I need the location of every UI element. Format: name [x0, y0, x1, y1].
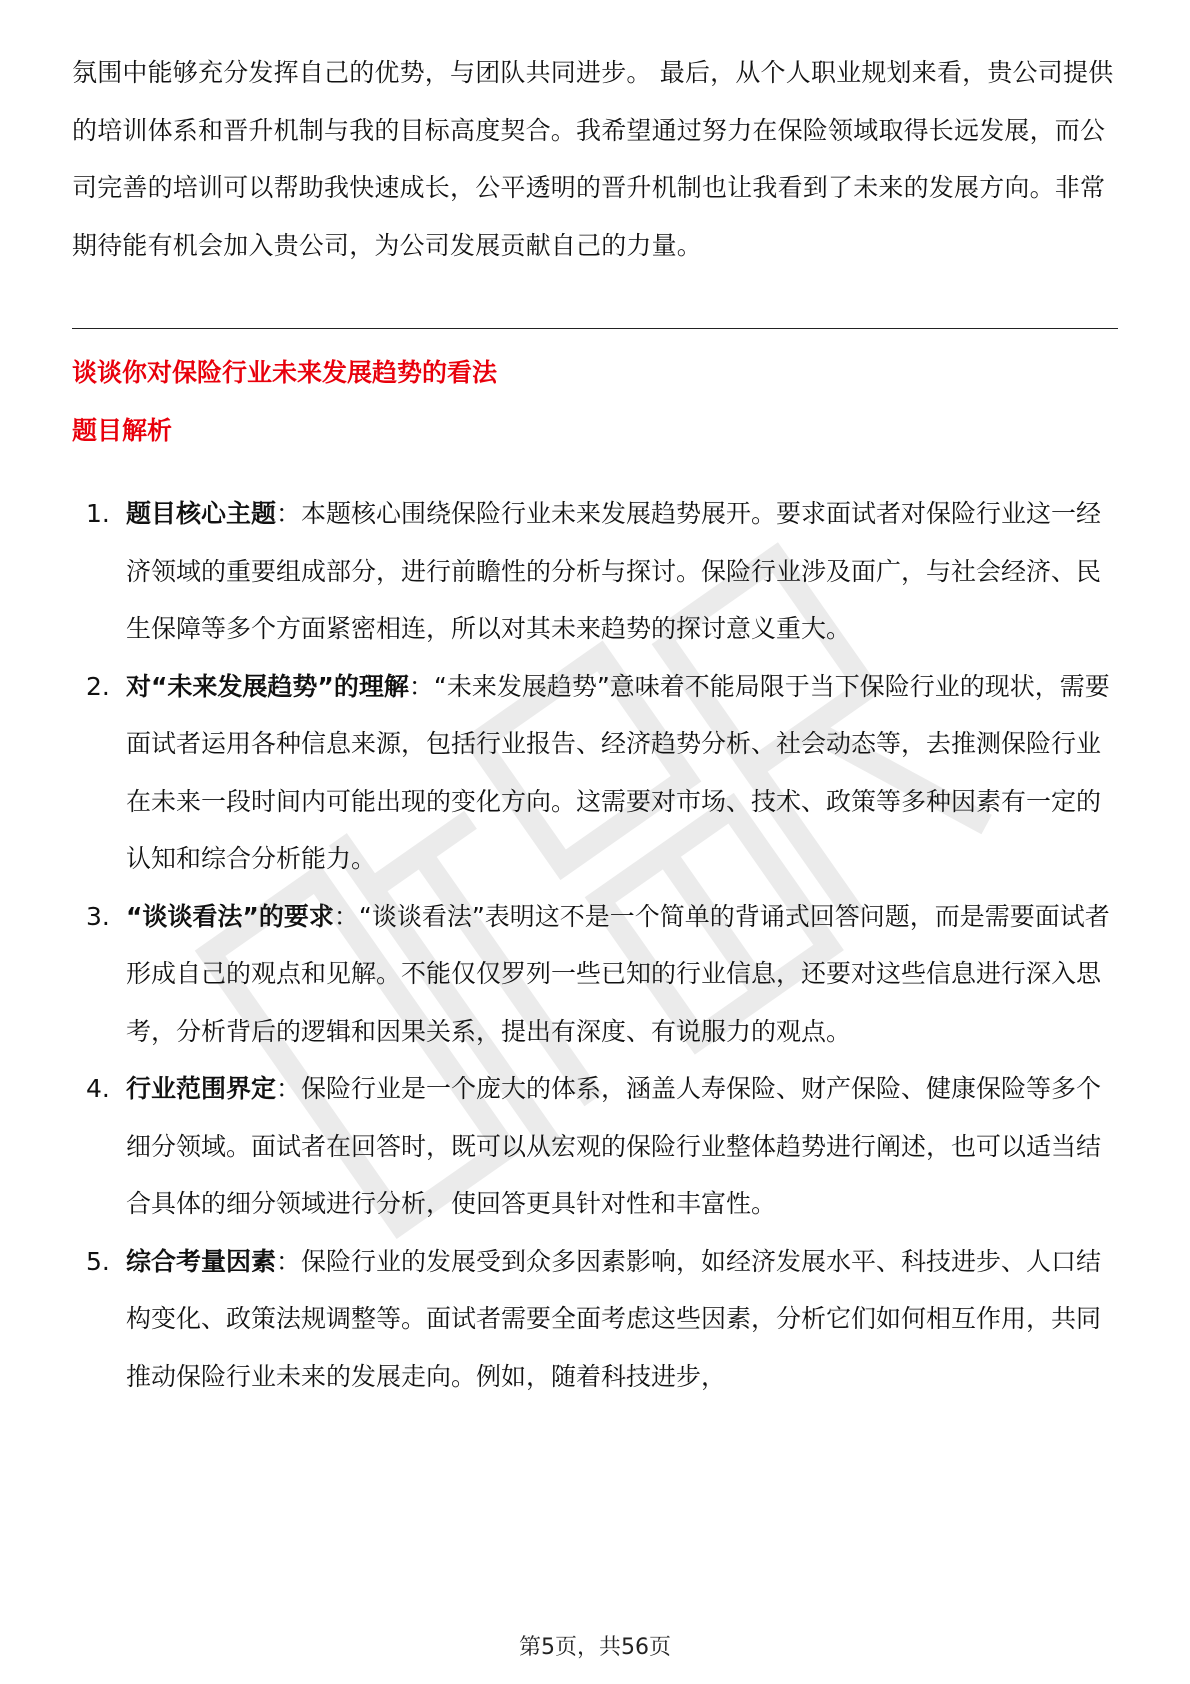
item-separator: ： — [276, 499, 302, 528]
page-footer: 第5页，共56页 — [519, 1635, 671, 1660]
item-number: 2. — [86, 671, 110, 701]
item-key: 行业范围界定 — [126, 1074, 277, 1103]
list-item — [72, 888, 1118, 1061]
analysis-label: 题目解析 — [72, 416, 173, 445]
list-item — [72, 658, 1118, 888]
section-divider — [72, 328, 1118, 329]
item-key: 对“未来发展趋势”的理解 — [126, 671, 409, 701]
item-text: “谈谈看法”表明这不是一个简单的背诵式回答问题，而是需要面试者形成自己的观点和见解。不能仅仅罗列一些已知的行业信息，还要对这些信息进行深入思考，分析背后的逻辑和因果关系，提出有深度、有说服力的观点。 — [126, 901, 1110, 1046]
intro-paragraph: 氛围中能够充分发挥自己的优势，与团队共同进步。 最后，从个人职业规划来看，贵公司提供的培训体系和晋升机制与我的目标高度契合。我希望通过努力在保险领域取得长远发展，而公司完善的培训可以帮助我快速成长，公平透明的晋升机制也让我看到了未来的发展方向。非常期待能有机会加入贵公司，为公司发展贡献自己的力量。 — [72, 58, 1114, 260]
analysis-list — [72, 485, 1118, 1405]
item-key: 综合考量因素 — [126, 1246, 277, 1276]
item-text: “未来发展趋势”意味着不能局限于当下保险行业的现状，需要面试者运用各种信息来源，包括行业报告、经济趋势分析、社会动态等，去推测保险行业在未来一段时间内可能出现的变化方向。这需要对市场、技术、政策等多种因素有一定的认知和综合分析能力。 — [126, 671, 1110, 873]
page-content — [72, 44, 1118, 1405]
item-number: 5. — [86, 1246, 110, 1276]
item-number: 1. — [86, 499, 110, 528]
item-separator: ： — [408, 671, 434, 701]
list-item — [72, 485, 1118, 658]
item-separator: ： — [276, 1074, 302, 1103]
item-separator: ： — [333, 901, 359, 931]
list-item — [72, 1060, 1118, 1233]
item-key: 题目核心主题 — [126, 499, 277, 528]
item-separator: ： — [276, 1246, 302, 1276]
item-number: 3. — [86, 901, 110, 931]
question-title: 谈谈你对保险行业未来发展趋势的看法 — [72, 358, 498, 387]
item-text: 本题核心围绕保险行业未来发展趋势展开。要求面试者对保险行业这一经济领域的重要组成部分，进行前瞻性的分析与探讨。保险行业涉及面广，与社会经济、民生保障等多个方面紧密相连，所以对其未来趋势的探讨意义重大。 — [126, 499, 1102, 643]
item-text: 保险行业的发展受到众多因素影响，如经济发展水平、科技进步、人口结构变化、政策法规调整等。面试者需要全面考虑这些因素，分析它们如何相互作用，共同推动保险行业未来的发展走向。例如，随着科技进步， — [126, 1246, 1102, 1391]
item-number: 4. — [86, 1074, 110, 1103]
item-key: “谈谈看法”的要求 — [126, 901, 334, 931]
item-text: 保险行业是一个庞大的体系，涵盖人寿保险、财产保险、健康保险等多个细分领域。面试者在回答时，既可以从宏观的保险行业整体趋势进行阐述，也可以适当结合具体的细分领域进行分析，使回答更具针对性和丰富性。 — [126, 1074, 1102, 1218]
list-item — [72, 1233, 1118, 1406]
